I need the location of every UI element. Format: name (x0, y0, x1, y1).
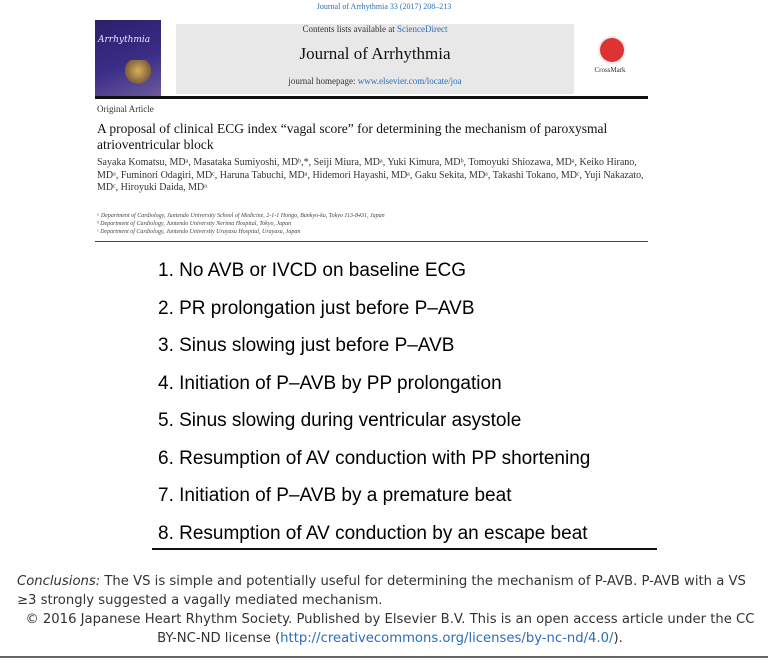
journal-homepage (176, 76, 574, 86)
author-list: Sayaka Komatsu, MDᵃ, Masataka Sumiyoshi, MDᵇ,*, Seiji Miura, MDᵃ, Yuki Kimura, MDᵇ, Tomoyuki Shiozawa, MDᵃ, Keiko Hirano, MDᵃ, Fuminori Odagiri, MDᶜ, Haruna Tabuchi, MDᵃ, Hidemori Hayashi, MDᵃ, Gaku Sekita, MDᵃ, Takashi Tokano, MDᶜ, Yuji Nakazato, MDᶜ, Hiroyuki Daida, MDᵃ (97, 157, 644, 193)
cover-heart-graphic (125, 60, 151, 84)
article-type: Original Article (97, 104, 154, 114)
header-divider (95, 96, 648, 99)
bottom-divider (0, 656, 768, 658)
vagal-score-criteria (158, 258, 668, 558)
conclusions-label: Conclusions: (17, 574, 101, 589)
criterion-item: 2. PR prolongation just before P–AVB (158, 297, 475, 319)
contents-line (176, 24, 574, 34)
conclusions-paragraph (17, 572, 763, 648)
criterion-item: 3. Sinus slowing just before P–AVB (158, 335, 455, 356)
criterion-item: 1. No AVB or IVCD on baseline ECG (158, 260, 467, 281)
homepage-prefix: journal homepage: (288, 76, 358, 86)
criteria-underline (152, 548, 657, 550)
conclusions-text (17, 572, 763, 610)
journal-cover-image (95, 20, 161, 96)
criterion-item: 8. Resumption of AV conduction by an escape beat (158, 522, 588, 544)
cover-title: Arrhythmia (98, 35, 151, 45)
contents-prefix: Contents lists available at (302, 24, 397, 34)
license-link[interactable]: http://creativecommons.org/licenses/by-nc-nd/4.0/ (280, 631, 614, 646)
affiliation-divider (95, 241, 648, 242)
copyright-end: ). (613, 631, 623, 646)
criterion-item: 4. Initiation of P–AVB by PP prolongation (158, 372, 502, 394)
journal-citation: Journal of Arrhythmia 33 (2017) 208–213 (316, 2, 452, 11)
journal-name: Journal of Arrhythmia (299, 44, 451, 63)
crossmark-icon[interactable] (598, 36, 626, 64)
sciencedirect-link[interactable]: ScienceDirect (397, 24, 448, 34)
article-title: A proposal of clinical ECG index “vagal score” for determining the mechanism of paroxysmal atrioventricular block (97, 121, 608, 152)
crossmark-label: CrossMark (594, 66, 626, 74)
criterion-item: 7. Initiation of P–AVB by a premature beat (158, 485, 512, 506)
criterion-item: 6. Resumption of AV conduction with PP shortening (158, 447, 591, 469)
affiliation-a: ᵃ Department of Cardiology, Juntendo University School of Medicine, 2-1-1 Hongo, Bunkyo-ku, Tokyo 113-8431, Japan (97, 213, 385, 219)
copyright-notice (17, 610, 763, 648)
conclusions-body: The VS is simple and potentially useful for determining the mechanism of P-AVB. P-AVB with a VS ≥3 strongly suggested a vagally mediated mechanism. (17, 574, 746, 608)
copyright-text: © 2016 Japanese Heart Rhythm Society. Published by Elsevier B.V. This is an open access article under the CC BY-NC-ND license ( (25, 612, 755, 646)
criterion-item: 5. Sinus slowing during ventricular asystole (158, 410, 522, 431)
affiliations (97, 212, 657, 236)
affiliation-c: ᶜ Department of Cardiology, Juntendo University Urayasu Hospital, Urayasu, Japan (97, 229, 301, 235)
affiliation-b: ᵇ Department of Cardiology, Juntendo University Nerima Hospital, Tokyo, Japan (97, 221, 292, 227)
homepage-link[interactable]: www.elsevier.com/locate/joa (357, 76, 462, 86)
